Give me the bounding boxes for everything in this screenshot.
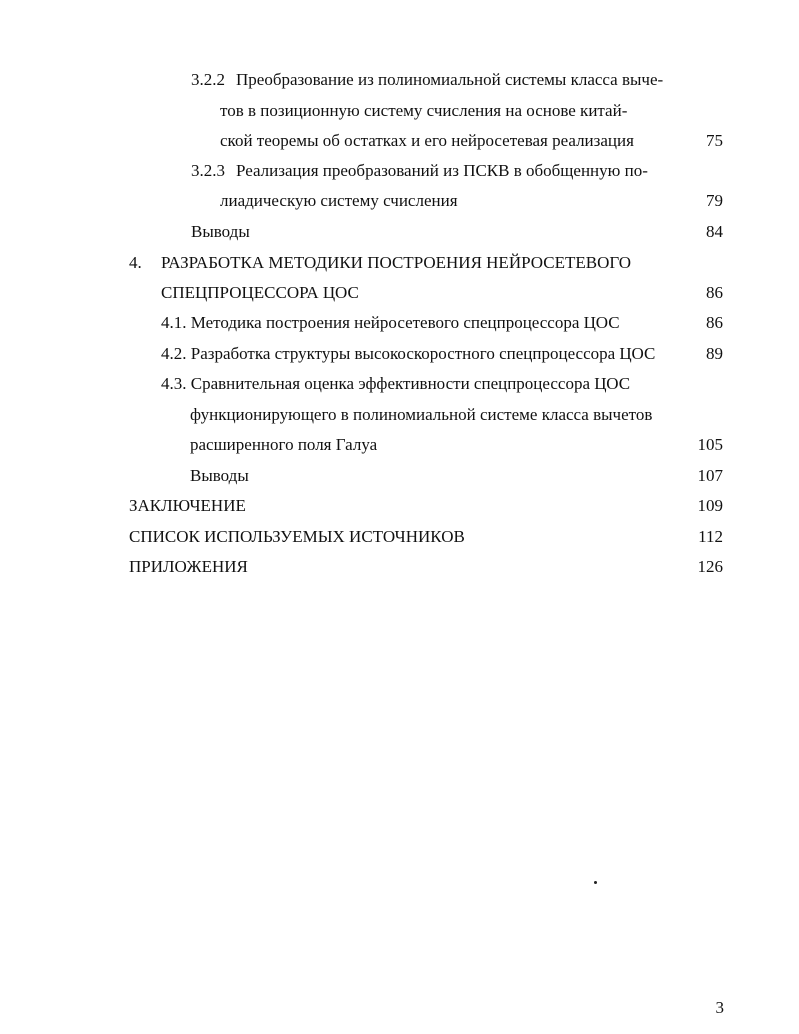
toc-entry-text: 4.2. Разработка структуры высокоскоростного спецпроцессора ЦОС <box>161 344 656 363</box>
toc-section-title: ЗАКЛЮЧЕНИЕ <box>129 496 246 515</box>
page-number: 3 <box>715 998 724 1017</box>
toc-section-title: ПРИЛОЖЕНИЯ <box>129 557 248 576</box>
toc-entry-number: 3.2.3 <box>191 161 225 180</box>
toc-entry-text: ской теоремы об остатках и его нейросетевая реализация <box>220 131 634 150</box>
toc-chapter-title: РАЗРАБОТКА МЕТОДИКИ ПОСТРОЕНИЯ НЕЙРОСЕТЕВОГО <box>161 253 632 272</box>
toc-entry-text: функционирующего в полиномиальной системе класса вычетов <box>190 405 653 424</box>
toc-entry-text: расширенного поля Галуа <box>190 435 378 454</box>
toc-entry-text: Выводы <box>191 222 250 241</box>
toc-entry-page: 84 <box>706 222 723 241</box>
toc-entry-text: тов в позиционную систему счисления на основе китай- <box>220 101 628 120</box>
toc-chapter-title: СПЕЦПРОЦЕССОРА ЦОС <box>161 283 359 302</box>
toc-chapter-number: 4. <box>129 253 142 272</box>
toc-entry-text: Преобразование из полиномиальной системы класса выче- <box>236 70 664 89</box>
toc-entry-text: 4.3. Сравнительная оценка эффективности спецпроцессора ЦОС <box>161 374 631 393</box>
toc-entry-text: лиадическую систему счисления <box>220 191 458 210</box>
toc-entry-text: Выводы <box>190 466 249 485</box>
toc-section-title: СПИСОК ИСПОЛЬЗУЕМЫХ ИСТОЧНИКОВ <box>129 527 465 546</box>
toc-entry-page: 109 <box>697 496 723 515</box>
toc-entry-page: 89 <box>706 344 723 363</box>
toc-entry-text: Реализация преобразований из ПСКВ в обобщенную по- <box>236 161 648 180</box>
toc-entry-number: 3.2.2 <box>191 70 225 89</box>
toc-entry-page: 86 <box>706 313 723 332</box>
toc-entry-page: 107 <box>697 466 723 485</box>
toc-entry-page: 105 <box>697 435 723 454</box>
toc-entry-page: 75 <box>706 131 723 150</box>
toc-entry-text: 4.1. Методика построения нейросетевого спецпроцессора ЦОС <box>161 313 620 332</box>
scan-speck <box>594 881 597 884</box>
toc-entry-page: 126 <box>697 557 723 576</box>
toc-entry-page: 112 <box>698 527 723 546</box>
toc-entry-page: 86 <box>706 283 723 302</box>
toc-entry-page: 79 <box>706 191 723 210</box>
